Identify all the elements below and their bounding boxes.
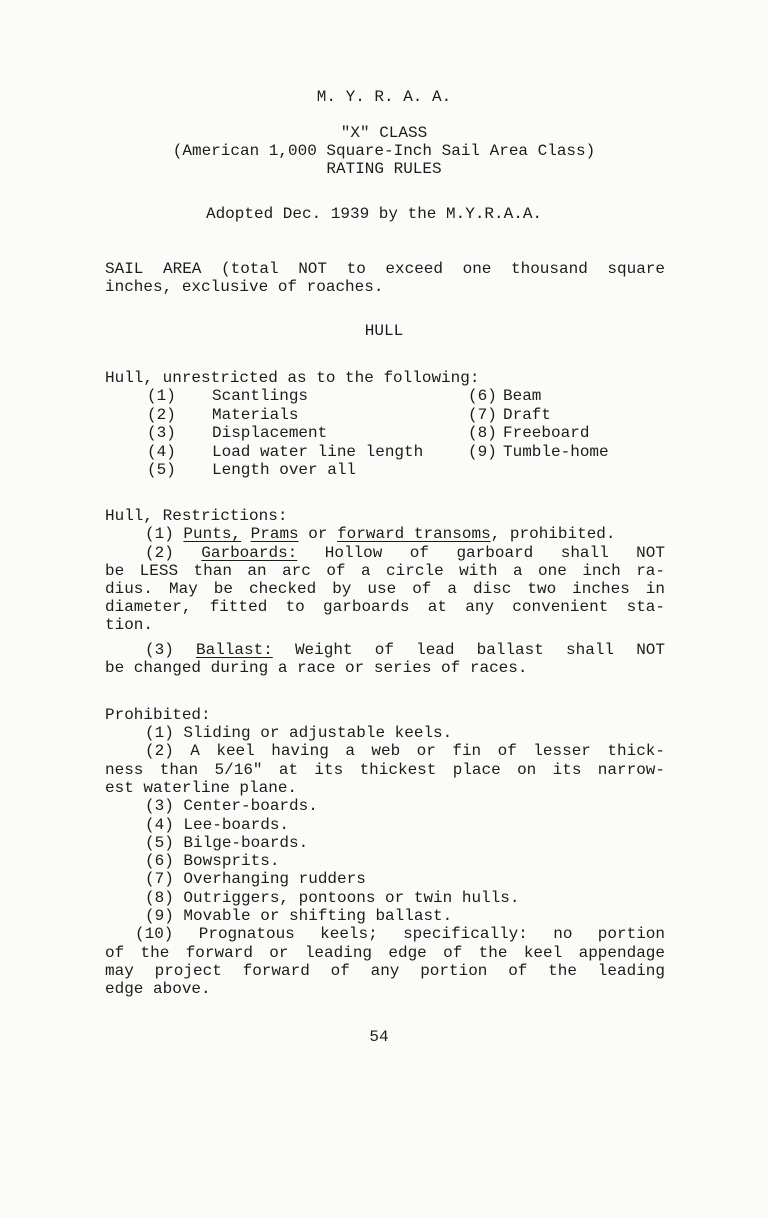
list-item: (3) <box>147 424 176 442</box>
restriction-2-line: dius. May be checked by use of a disc two inches in <box>105 580 665 598</box>
underlined-term: forward transoms <box>337 525 491 543</box>
text: Weight of lead ballast shall NOT <box>272 641 665 659</box>
underlined-term: Prams <box>250 525 299 543</box>
restrictions-intro: Hull, Restrictions: <box>105 507 288 525</box>
text: Hollow of garboard shall NOT <box>297 544 665 562</box>
list-item: (2) <box>147 405 176 424</box>
prohibited-item: (7) Overhanging rudders <box>145 870 366 889</box>
list-item-text: Materials <box>212 405 299 424</box>
class-name: "X" CLASS <box>340 124 428 142</box>
unrestricted-intro: Hull, unrestricted as to the following: <box>105 369 480 387</box>
restriction-3-line: be changed during a race or series of races. <box>105 659 528 677</box>
list-item: (4) <box>147 442 176 461</box>
text: or <box>298 525 338 543</box>
restriction-2-line: diameter, fitted to garboards at any convenient sta- <box>105 598 665 616</box>
restriction-2-line: tion. <box>105 616 154 634</box>
list-item-text: Beam <box>503 387 542 405</box>
item-number: (1) <box>145 525 174 543</box>
section-heading-hull: HULL <box>364 322 404 340</box>
prohibited-item: (2) A keel having a web or fin of lesser thick- <box>145 742 665 761</box>
sail-area-line: SAIL AREA (total NOT to exceed one thousand square <box>105 260 665 278</box>
list-item-text: Draft <box>503 405 552 424</box>
item-number: (3) <box>145 641 174 659</box>
prohibited-intro: Prohibited: <box>105 706 211 724</box>
prohibited-item: (6) Bowsprits. <box>145 852 280 871</box>
list-item: (8) <box>468 424 497 442</box>
prohibited-item: (3) Center-boards. <box>145 797 318 816</box>
list-item-text: Freeboard <box>503 424 590 442</box>
prohibited-line: may project forward of any portion of the leading <box>105 961 665 980</box>
underlined-term: Punts, <box>183 525 242 543</box>
sail-area-line: inches, exclusive of roaches. <box>105 278 384 296</box>
page-number: 54 <box>369 1028 389 1046</box>
underlined-term: Garboards: <box>201 544 298 562</box>
prohibited-item: (1) Sliding or adjustable keels. <box>145 724 453 742</box>
prohibited-item: (10) Prognatous keels; specifically: no portion <box>135 925 665 944</box>
list-item: (9) <box>468 442 497 461</box>
list-item-text: Tumble-home <box>503 442 609 461</box>
prohibited-item: (4) Lee-boards. <box>145 815 290 834</box>
list-item-text: Length over all <box>212 461 357 479</box>
list-item-text: Displacement <box>212 424 328 442</box>
org-title: M. Y. R. A. A. <box>316 88 452 106</box>
rules-title: RATING RULES <box>326 160 442 178</box>
list-item-text: Load water line length <box>212 442 424 461</box>
list-item: (5) <box>147 461 176 479</box>
prohibited-item: (5) Bilge-boards. <box>145 833 309 852</box>
restriction-2-line: be LESS than an arc of a circle with a one inch ra- <box>105 562 665 580</box>
adopted-line: Adopted Dec. 1939 by the M.Y.R.A.A. <box>205 205 543 223</box>
prohibited-line: est waterline plane. <box>105 778 298 797</box>
prohibited-line: edge above. <box>105 980 211 999</box>
list-item: (7) <box>468 405 497 424</box>
list-item: (6) <box>468 387 497 405</box>
list-item-text: Scantlings <box>212 387 309 405</box>
prohibited-item: (9) Movable or shifting ballast. <box>145 907 453 925</box>
prohibited-line: ness than 5/16" at its thickest place on its narrow- <box>105 760 665 779</box>
restriction-1 <box>145 525 616 543</box>
class-description: (American 1,000 Square-Inch Sail Area Class) <box>172 142 596 160</box>
prohibited-line: of the forward or leading edge of the keel appendage <box>105 943 665 962</box>
text: , prohibited. <box>490 525 616 543</box>
restriction-3 <box>145 641 665 659</box>
item-number: (2) <box>145 544 174 562</box>
list-item: (1) <box>147 387 176 405</box>
restriction-2 <box>145 544 665 562</box>
underlined-term: Ballast: <box>195 641 273 659</box>
prohibited-item: (8) Outriggers, pontoons or twin hulls. <box>145 888 520 907</box>
